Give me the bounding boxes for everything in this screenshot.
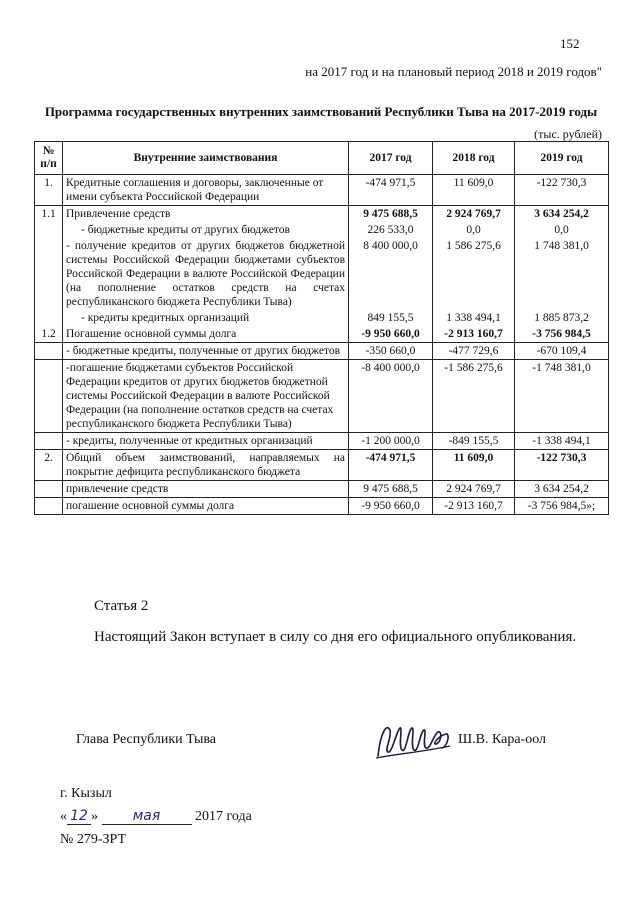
borrowing-table bbox=[34, 141, 609, 515]
value-2017: 9 475 688,5 bbox=[349, 481, 433, 498]
value-2018: 1 338 494,1 bbox=[433, 310, 515, 326]
header-note: на 2017 год и на плановый период 2018 и 2019 годов" bbox=[305, 64, 602, 79]
row-num bbox=[35, 433, 63, 450]
header-num: № п/п bbox=[35, 142, 63, 175]
date-close-quote: » bbox=[91, 809, 98, 824]
value-2017: -9 950 660,0 bbox=[349, 498, 433, 515]
row-name: - получение кредитов от других бюджетов бюджетной системы Российской Федерации бюджетами субъектов Российской Федерации в валюте Российской Федерации (на пополнение остатков средств на счетах республиканского бюджета Республики Тыва) bbox=[63, 238, 349, 310]
value-2018: 11 609,0 bbox=[433, 175, 515, 206]
date-year: 2017 года bbox=[195, 809, 252, 824]
value-2019: -3 756 984,5 bbox=[515, 326, 609, 343]
value-2019: -122 730,3 bbox=[515, 175, 609, 206]
table-row bbox=[35, 343, 609, 360]
header-2019: 2019 год bbox=[515, 142, 609, 175]
value-2019: 3 634 254,2 bbox=[515, 481, 609, 498]
row-num bbox=[35, 343, 63, 360]
row-name: Погашение основной суммы долга bbox=[63, 326, 349, 343]
table-row bbox=[35, 450, 609, 481]
header-2018: 2018 год bbox=[433, 142, 515, 175]
value-2019: -3 756 984,5»; bbox=[515, 498, 609, 515]
row-num bbox=[35, 481, 63, 498]
row-num bbox=[35, 498, 63, 515]
table-row bbox=[35, 481, 609, 498]
row-name: Общий объем заимствований, направляемых на покрытие дефицита республиканского бюджета bbox=[63, 450, 349, 481]
value-2018: -1 586 275,6 bbox=[433, 360, 515, 433]
value-2017: -8 400 000,0 bbox=[349, 360, 433, 433]
article-text: Настоящий Закон вступает в силу со дня его официального опубликования. bbox=[94, 629, 577, 645]
table-row bbox=[35, 498, 609, 515]
row-name: Привлечение средств bbox=[63, 206, 349, 223]
date-month: мая bbox=[102, 808, 192, 825]
date-open-quote: « bbox=[60, 809, 67, 824]
row-num bbox=[35, 222, 63, 238]
value-2018: -849 155,5 bbox=[433, 433, 515, 450]
article-title: Статья 2 bbox=[94, 598, 149, 614]
city-label: г. Кызыл bbox=[60, 786, 112, 801]
value-2018: 1 586 275,6 bbox=[433, 238, 515, 310]
row-num: 1.2 bbox=[35, 326, 63, 343]
value-2018: 2 924 769,7 bbox=[433, 481, 515, 498]
signature-image bbox=[372, 716, 454, 764]
row-name: - кредиты, полученные от кредитных организаций bbox=[63, 433, 349, 450]
row-num: 1. bbox=[35, 175, 63, 206]
row-name: - бюджетные кредиты, полученные от других бюджетов bbox=[63, 343, 349, 360]
value-2017: -1 200 000,0 bbox=[349, 433, 433, 450]
signatory-title: Глава Республики Тыва bbox=[76, 732, 217, 747]
header-2017: 2017 год bbox=[349, 142, 433, 175]
table-header-row bbox=[35, 142, 609, 175]
signatory-name: Ш.В. Кара-оол bbox=[458, 732, 547, 747]
value-2018: -477 729,6 bbox=[433, 343, 515, 360]
value-2017: 226 533,0 bbox=[349, 222, 433, 238]
value-2017: 849 155,5 bbox=[349, 310, 433, 326]
row-num: 1.1 bbox=[35, 206, 63, 223]
row-name: - кредиты кредитных организаций bbox=[63, 310, 349, 326]
value-2019: 3 634 254,2 bbox=[515, 206, 609, 223]
table-row bbox=[35, 222, 609, 238]
table-row bbox=[35, 238, 609, 310]
row-name: -погашение бюджетами субъектов Российской Федерации кредитов от других бюджетов бюджетной системы Российской Федерации в валюте Российской Федерации (на пополнение остатков средств на счетах республиканского бюджета Республики Тыва) bbox=[63, 360, 349, 433]
value-2019: 0,0 bbox=[515, 222, 609, 238]
value-2017: -474 971,5 bbox=[349, 450, 433, 481]
value-2018: 2 924 769,7 bbox=[433, 206, 515, 223]
value-2017: -9 950 660,0 bbox=[349, 326, 433, 343]
signing-date bbox=[60, 808, 252, 825]
row-name: - бюджетные кредиты от других бюджетов bbox=[63, 222, 349, 238]
value-2018: -2 913 160,7 bbox=[433, 326, 515, 343]
law-number: № 279-ЗРТ bbox=[60, 832, 127, 847]
page-number: 152 bbox=[560, 36, 580, 51]
row-name: привлечение средств bbox=[63, 481, 349, 498]
units-label: (тыс. рублей) bbox=[534, 127, 602, 141]
table-row bbox=[35, 206, 609, 223]
table-row bbox=[35, 326, 609, 343]
header-name: Внутренние заимствования bbox=[63, 142, 349, 175]
value-2018: 11 609,0 bbox=[433, 450, 515, 481]
table-row bbox=[35, 310, 609, 326]
row-name: Кредитные соглашения и договоры, заключенные от имени субъекта Российской Федерации bbox=[63, 175, 349, 206]
table-row bbox=[35, 433, 609, 450]
table-row bbox=[35, 175, 609, 206]
value-2017: -350 660,0 bbox=[349, 343, 433, 360]
row-name: погашение основной суммы долга bbox=[63, 498, 349, 515]
value-2019: -670 109,4 bbox=[515, 343, 609, 360]
value-2019: -1 748 381,0 bbox=[515, 360, 609, 433]
row-num bbox=[35, 310, 63, 326]
value-2018: -2 913 160,7 bbox=[433, 498, 515, 515]
value-2019: 1 885 873,2 bbox=[515, 310, 609, 326]
program-title: Программа государственных внутренних заимствований Республики Тыва на 2017-2019 годы bbox=[44, 104, 598, 119]
value-2019: 1 748 381,0 bbox=[515, 238, 609, 310]
row-num bbox=[35, 238, 63, 310]
date-day: 12 bbox=[67, 808, 91, 825]
value-2019: -1 338 494,1 bbox=[515, 433, 609, 450]
value-2017: 9 475 688,5 bbox=[349, 206, 433, 223]
row-num bbox=[35, 360, 63, 433]
row-num: 2. bbox=[35, 450, 63, 481]
value-2017: 8 400 000,0 bbox=[349, 238, 433, 310]
value-2019: -122 730,3 bbox=[515, 450, 609, 481]
table-row bbox=[35, 360, 609, 433]
value-2017: -474 971,5 bbox=[349, 175, 433, 206]
value-2018: 0,0 bbox=[433, 222, 515, 238]
